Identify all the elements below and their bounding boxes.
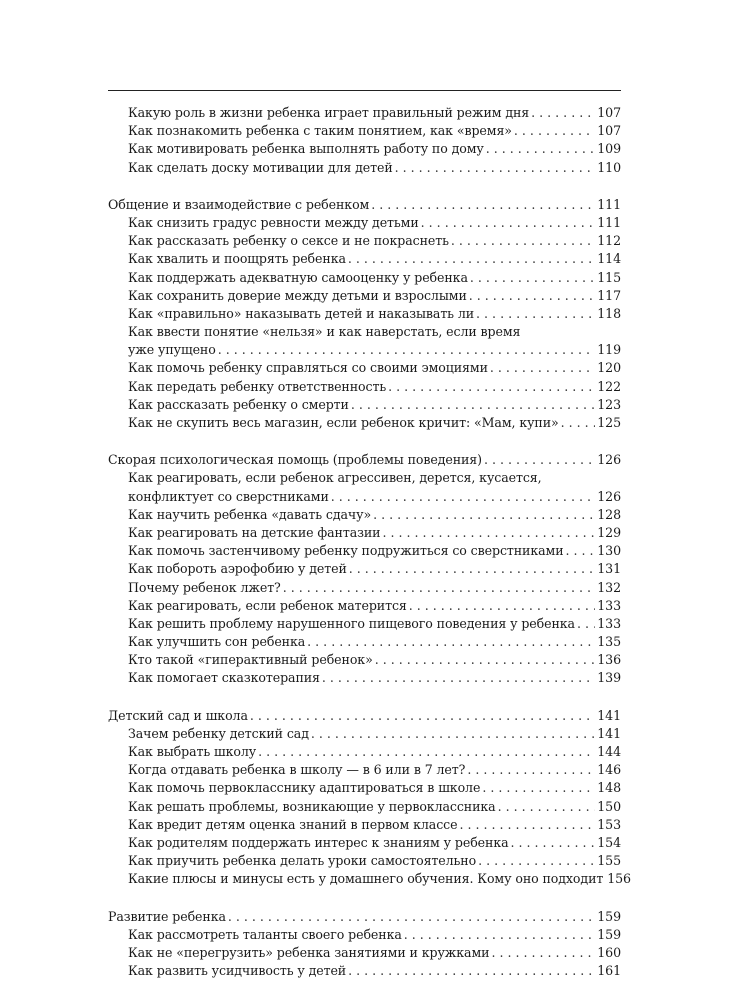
dot-leader (476, 305, 595, 323)
dot-leader (322, 669, 595, 687)
toc-entry-title: Как помогает сказкотерапия (128, 670, 320, 686)
toc-entry-title: Как выбрать школу (128, 744, 257, 759)
dot-leader (382, 524, 595, 542)
toc-entry-title: Как помочь ребенку справляться со своими эмоциями (128, 360, 488, 376)
toc-entry-page-number: 128 (597, 506, 621, 522)
toc-entry-page-number: 107 (597, 123, 621, 139)
dot-leader (451, 232, 595, 250)
toc-entry-title: Как побороть аэрофобию у детей (128, 561, 347, 577)
toc-entry[interactable] (108, 597, 621, 615)
toc-entry-page-number: 136 (597, 652, 621, 668)
toc-entry-title: Зачем ребенку детский сад (128, 725, 309, 741)
toc-entry-title: Как снизить градус ревности между детьми (128, 214, 419, 230)
toc-entry[interactable] (108, 122, 621, 140)
dot-leader (258, 743, 595, 761)
section-heading-title: Развитие ребенка (108, 908, 226, 924)
toc-entry-title: Как родителям поддержать интерес к знаниям у ребенка (128, 834, 509, 850)
toc-entry-page-number: 159 (597, 926, 621, 942)
dot-leader (467, 761, 595, 779)
toc-entry-title: Как «правильно» наказывать детей и наказывать ли (128, 305, 475, 321)
toc-entry-page-number: 139 (597, 670, 621, 686)
dot-leader (395, 159, 596, 177)
dot-leader (351, 396, 595, 414)
toc-entry[interactable] (108, 159, 621, 177)
dot-leader (577, 615, 595, 633)
dot-leader (348, 962, 595, 980)
dot-leader (283, 579, 596, 597)
toc-entry-page-number: 117 (597, 287, 621, 303)
toc-entry-title: Как развить усидчивость у детей (128, 963, 347, 979)
toc-entry[interactable] (108, 104, 621, 122)
section-heading-title: Скорая психологическая помощь (проблемы поведения) (108, 452, 482, 468)
toc-entry-title: Как рассказать ребенку о смерти (128, 396, 349, 412)
toc-entry[interactable] (108, 341, 621, 359)
toc-entry-title: Кто такой «гиперактивный ребенок» (128, 652, 373, 668)
dot-leader (484, 451, 595, 469)
toc-entry-page-number: 118 (597, 305, 621, 321)
toc-entry-title: Почему ребенок лжет? (128, 579, 281, 595)
section-heading-page-number: 141 (597, 707, 621, 723)
toc-entry-page-number: 154 (597, 834, 621, 850)
toc-entry[interactable] (108, 816, 621, 834)
toc-entry-page-number: 160 (597, 944, 621, 960)
toc-entry-title: Как помочь первокласснику адаптироваться в школе (128, 780, 481, 796)
toc-entry[interactable] (108, 214, 621, 232)
dot-leader (486, 140, 596, 158)
toc-entry[interactable] (108, 743, 621, 761)
toc-entry-page-number: 130 (597, 543, 621, 559)
toc-entry-title: Как реагировать, если ребенок матерится (128, 597, 407, 613)
toc-entry-page-number: 131 (597, 561, 621, 577)
toc-entry-title: Как решить проблему нарушенного пищевого поведения у ребенка (128, 615, 575, 631)
toc-entry[interactable] (108, 852, 621, 870)
toc-entry[interactable] (108, 287, 621, 305)
dot-leader (566, 542, 596, 560)
dot-leader (404, 926, 596, 944)
toc-entry-title: Как приучить ребенка делать уроки самостоятельно (128, 853, 477, 869)
toc-entry-page-number: 161 (597, 963, 621, 979)
dot-leader (478, 852, 595, 870)
toc-entry-title: уже упущено (128, 342, 216, 358)
toc-entry[interactable] (108, 542, 621, 560)
toc-entry-page-number: 146 (597, 762, 621, 778)
toc-entry[interactable] (108, 414, 621, 432)
toc-entry-title: Как рассказать ребенку о сексе и не покраснеть (128, 233, 449, 249)
table-of-contents (108, 104, 631, 980)
toc-entry[interactable] (108, 926, 621, 944)
toc-entry-title: Как сделать доску мотивации для детей (128, 159, 393, 175)
toc-entry[interactable] (108, 779, 621, 797)
section-gap (108, 889, 621, 908)
toc-entry-page-number: 141 (597, 725, 621, 741)
dot-leader (490, 359, 595, 377)
dot-leader (228, 908, 595, 926)
toc-entry[interactable] (108, 725, 621, 743)
toc-entry-first-line: Как ввести понятие «нельзя» и как наверстать, если время (128, 324, 521, 340)
toc-entry-page-number: 111 (597, 214, 621, 230)
toc-entry[interactable] (108, 834, 621, 852)
toc-entry-title: Как поддержать адекватную самооценку у ребенка (128, 269, 468, 285)
dot-leader (373, 506, 595, 524)
toc-entry[interactable] (108, 506, 621, 524)
toc-entry-page-number: 144 (597, 744, 621, 759)
dot-leader (511, 834, 596, 852)
toc-entry-page-number: 153 (597, 816, 621, 832)
dot-leader (371, 196, 595, 214)
toc-entry[interactable] (108, 651, 621, 669)
toc-entry-page-number: 135 (597, 634, 621, 650)
section-heading-title: Детский сад и школа (108, 707, 248, 723)
toc-entry-title: Как реагировать на детские фантазии (128, 524, 381, 540)
toc-entry-page-number: 112 (597, 233, 621, 249)
toc-entry-page-number: 126 (597, 488, 621, 504)
toc-entry-page-number: 129 (597, 524, 621, 540)
dot-leader (459, 816, 595, 834)
section-heading[interactable] (108, 451, 621, 469)
toc-entry[interactable] (108, 250, 621, 268)
dot-leader (470, 269, 595, 287)
dot-leader (311, 725, 595, 743)
toc-entry-page-number: 123 (597, 396, 621, 412)
dot-leader (375, 651, 596, 669)
dot-leader (531, 104, 595, 122)
toc-entry-title: Как сохранить доверие между детьми и взрослыми (128, 287, 467, 303)
toc-entry[interactable] (108, 378, 621, 396)
toc-entry-page-number: 120 (597, 360, 621, 376)
toc-entry[interactable] (108, 944, 621, 962)
toc-entry[interactable] (108, 140, 621, 158)
toc-entry-page-number: 156 (607, 871, 631, 887)
dot-leader (561, 414, 596, 432)
toc-entry[interactable] (108, 269, 621, 287)
toc-entry-title: Как улучшить сон ребенка (128, 634, 306, 650)
toc-entry-title: Как передать ребенку ответственность (128, 378, 387, 394)
toc-entry[interactable] (108, 633, 621, 651)
toc-entry-title: Как хвалить и поощрять ребенка (128, 251, 346, 267)
toc-entry-page-number: 133 (597, 615, 621, 631)
dot-leader (349, 560, 595, 578)
toc-entry-page-number: 109 (597, 141, 621, 157)
toc-entry[interactable] (108, 232, 621, 250)
section-heading[interactable] (108, 908, 621, 926)
dot-leader (498, 798, 596, 816)
toc-entry[interactable] (108, 524, 621, 542)
dot-leader (421, 214, 596, 232)
toc-entry-title: Как помочь застенчивому ребенку подружиться со сверстниками (128, 543, 564, 559)
dot-leader (348, 250, 595, 268)
toc-entry-title: Как познакомить ребенка с таким понятием, как «время» (128, 123, 512, 139)
toc-entry-page-number: 122 (597, 378, 621, 394)
toc-entry-title: Как научить ребенка «давать сдачу» (128, 506, 372, 522)
dot-leader (218, 341, 596, 359)
toc-entry-page-number: 125 (597, 415, 621, 430)
toc-entry[interactable] (108, 579, 621, 597)
section-gap (108, 688, 621, 707)
dot-leader (250, 707, 595, 725)
toc-entry-page-number: 119 (597, 342, 621, 358)
dot-leader (307, 633, 595, 651)
toc-entry-page-number: 114 (597, 251, 621, 267)
toc-entry[interactable] (108, 962, 621, 980)
top-rule (108, 90, 621, 91)
section-heading-title: Общение и взаимодействие с ребенком (108, 196, 370, 212)
toc-entry[interactable] (108, 359, 621, 377)
toc-entry-page-number: 115 (597, 269, 621, 285)
toc-entry-page-number: 132 (597, 579, 621, 595)
toc-entry[interactable] (108, 560, 621, 578)
toc-entry-page-number: 133 (597, 597, 621, 613)
section-heading[interactable] (108, 196, 621, 214)
toc-entry-page-number: 150 (597, 798, 621, 814)
dot-leader (491, 944, 595, 962)
dot-leader (469, 287, 596, 305)
toc-entry-page-number: 155 (597, 853, 621, 869)
dot-leader (514, 122, 595, 140)
section-heading-page-number: 111 (597, 196, 621, 212)
toc-entry-title: Какие плюсы и минусы есть у домашнего обучения. Кому оно подходит (128, 871, 604, 887)
dot-leader (331, 488, 596, 506)
toc-entry[interactable] (108, 615, 621, 633)
toc-entry-title: Как мотивировать ребенка выполнять работу по дому (128, 141, 484, 157)
toc-entry[interactable] (108, 305, 621, 323)
toc-entry-title: конфликтует со сверстниками (128, 488, 329, 504)
section-heading[interactable] (108, 707, 621, 725)
dot-leader (388, 378, 595, 396)
toc-entry-page-number: 107 (597, 105, 621, 120)
toc-entry-title: Как рассмотреть таланты своего ребенка (128, 926, 402, 942)
section-gap (108, 177, 621, 196)
toc-entry[interactable] (108, 761, 621, 779)
toc-entry-title: Как не «перегрузить» ребенка занятиями и кружками (128, 944, 490, 960)
dot-leader (482, 779, 595, 797)
dot-leader (409, 597, 595, 615)
toc-entry[interactable] (108, 798, 621, 816)
section-gap (108, 432, 621, 451)
toc-entry-title: Какую роль в жизни ребенка играет правильный режим дня (128, 105, 530, 120)
toc-entry[interactable] (108, 669, 621, 687)
toc-entry-title: Как вредит детям оценка знаний в первом классе (128, 816, 458, 832)
toc-entry-title: Когда отдавать ребенка в школу — в 6 или в 7 лет? (128, 762, 466, 778)
toc-entry-title: Как не скупить весь магазин, если ребенок кричит: «Мам, купи» (128, 415, 559, 430)
toc-entry[interactable] (108, 396, 621, 414)
toc-entry-page-number: 110 (597, 159, 621, 175)
section-heading-page-number: 159 (597, 908, 621, 924)
toc-entry-page-number: 148 (597, 780, 621, 796)
toc-entry-first-line: Как реагировать, если ребенок агрессивен, дерется, кусается, (128, 470, 542, 486)
toc-entry-title: Как решать проблемы, возникающие у первоклассника (128, 798, 496, 814)
toc-entry[interactable] (108, 488, 621, 506)
toc-entry[interactable] (108, 870, 631, 888)
section-heading-page-number: 126 (597, 452, 621, 468)
